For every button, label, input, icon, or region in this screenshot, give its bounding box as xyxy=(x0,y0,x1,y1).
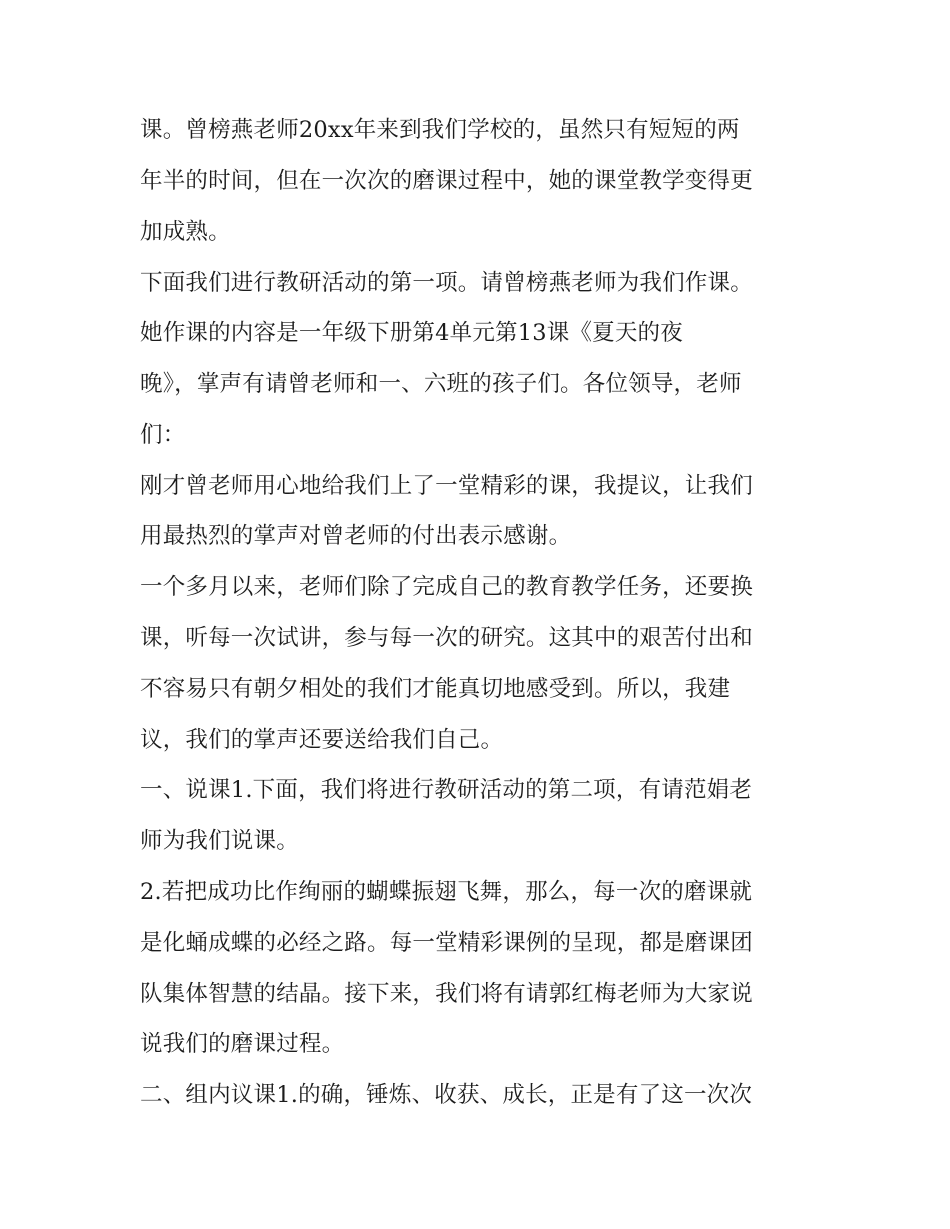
text-line: 2.若把成功比作绚丽的蝴蝶振翅飞舞，那么，每一次的磨课就 xyxy=(140,879,753,905)
text-line: 二、组内议课1.的确，锤炼、收获、成长，正是有了这一次次 xyxy=(140,1082,753,1108)
text-line: 是化蛹成蝶的必经之路。每一堂精彩课例的呈现，都是磨课团 xyxy=(140,930,753,956)
text-line: 用最热烈的掌声对曾老师的付出表示感谢。 xyxy=(140,523,572,549)
text-line: 队集体智慧的结晶。接下来，我们将有请郭红梅老师为大家说 xyxy=(140,981,753,1007)
text-line: 课。曾榜燕老师20xx年来到我们学校的，虽然只有短短的两 xyxy=(140,117,740,143)
text-line: 年半的时间，但在一次次的磨课过程中，她的课堂教学变得更 xyxy=(140,168,753,194)
text-line: 不容易只有朝夕相处的我们才能真切地感受到。所以，我建 xyxy=(140,676,731,702)
text-line: 议，我们的掌声还要送给我们自己。 xyxy=(140,727,504,753)
text-line: 晚》，掌声有请曾老师和一、六班的孩子们。各位领导，老师 xyxy=(140,371,742,397)
text-line: 加成熟。 xyxy=(140,219,231,245)
text-line: 下面我们进行教研活动的第一项。请曾榜燕老师为我们作课。 xyxy=(140,270,753,296)
text-line: 一个多月以来，老师们除了完成自己的教育教学任务，还要换 xyxy=(140,574,753,600)
text-line: 刚才曾老师用心地给我们上了一堂精彩的课，我提议，让我们 xyxy=(140,473,753,499)
text-line: 说我们的磨课过程。 xyxy=(140,1031,345,1057)
text-line: 一、说课1.下面，我们将进行教研活动的第二项，有请范娟老 xyxy=(140,777,753,803)
text-line: 课，听每一次试讲，参与每一次的研究。这其中的艰苦付出和 xyxy=(140,625,753,651)
text-line: 师为我们说课。 xyxy=(140,828,299,854)
text-line: 们： xyxy=(140,422,186,448)
text-line: 她作课的内容是一年级下册第4单元第13课《夏天的夜 xyxy=(140,320,683,346)
